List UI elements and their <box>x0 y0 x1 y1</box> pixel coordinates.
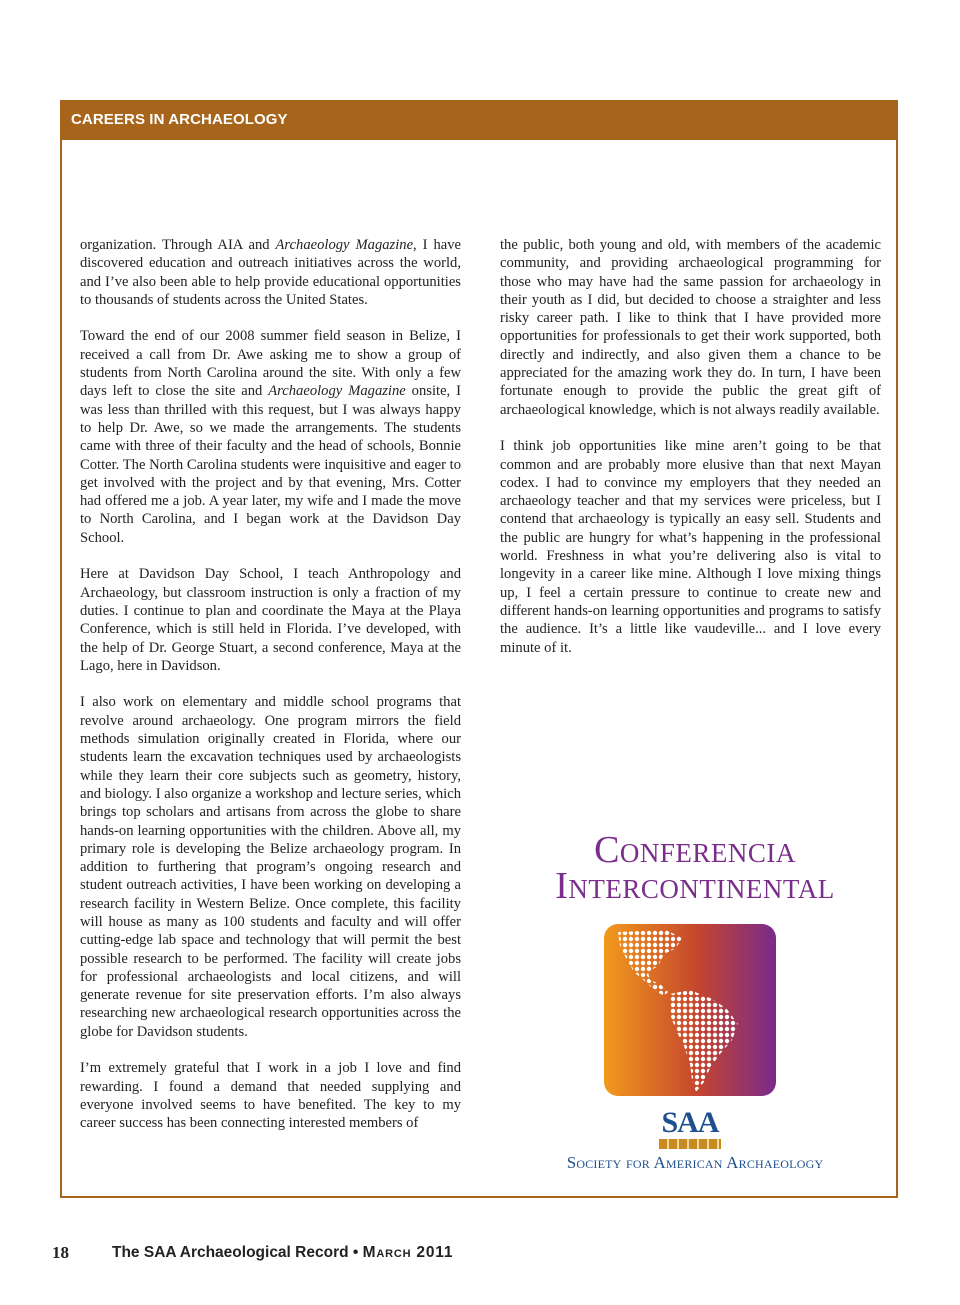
americas-map-icon <box>604 924 776 1096</box>
organization-name: Society for American Archaeology <box>566 1153 824 1172</box>
article-paragraph: organization. Through AIA and Archaeology Magazine, I have discovered education and outreach initiatives across the world, and I’ve also been able to help provide educational opportunities to thousands of students across the United States. <box>80 237 461 308</box>
conference-title: Conferencia Intercontinental <box>555 829 835 907</box>
article-paragraph: the public, both young and old, with members of the academic community, and providing archaeological programming for those who may have had the same passion for archaeology in their youth as I did, but decided to choose a straighter and less risky career path. I like to think that I have provided more opportunities for professionals to get their work supported, both directly and indirectly, and also given them a chance to be appreciated for the amazing work they do. In turn, I have been fortunate enough to provide the public the great gift of archaeological knowledge, which is not always readily available. <box>500 237 881 418</box>
article-paragraph: Toward the end of our 2008 summer field season in Belize, I received a call from Dr. Awe asking me to show a group of students from North Carolina around the site. With only a few days left to close the site and Archaeology Magazine onsite, I was less than thrilled with this request, but I was always happy to help Dr. Awe, so we made the arrangements. The students came with three of their faculty and the head of schools, Bonnie Cotter. The North Carolina students were inquisitive and eager to get involved with the project and by that evening, Mrs. Cotter had offered me a job. A year later, my wife and I made the move to North Carolina, and I began work at the Davidson Day School. <box>80 328 461 546</box>
article-paragraph: Here at Davidson Day School, I teach Anthropology and Archaeology, but classroom instruction is only a fraction of my duties. I continue to plan and coordinate the Maya at the Playa Conference, which is still held in Florida. I’ve developed, with the help of Dr. George Stuart, a second conference, Maya at the Lago, here in Davidson. <box>80 566 461 674</box>
magazine-title: Archaeology Magazine <box>275 237 414 253</box>
section-title: CAREERS IN ARCHAEOLOGY <box>71 111 288 128</box>
americas-map-graphic <box>604 924 776 1096</box>
article-paragraph: I’m extremely grateful that I work in a job I love and find rewarding. I found a demand that needed supplying and everyone involved seems to have benefited. The key to my career success has been connecting interested members of <box>80 1060 461 1132</box>
publication-footer <box>112 1244 453 1262</box>
page-number: 18 <box>52 1243 69 1262</box>
conference-advertisement[interactable] <box>510 829 880 1177</box>
issue-date: March 2011 <box>362 1244 454 1261</box>
article-right-column <box>500 236 881 675</box>
article-paragraph: I also work on elementary and middle school programs that revolve around archaeology. One program mirrors the field methods simulation originally created in Florida, where our students learn the excavation techniques used by archaeologists while they learn their core subjects such as geometry, history, and biology. I also organize a workshop and lecture series, which brings top scholars and artisans from across the globe to share hands-on learning opportunities with the children. Above all, my primary role is developing the Belize archaeology program. In addition to furthering that program’s ongoing research and student outreach activities, I have been working on developing a research facility in Western Belize. Once complete, this facility will house as many as 100 students and faculty and will offer cutting-edge lab space and technology that will permit the best possible research to be performed. The facility will create jobs for professional archaeologists and local citizens, and will generate revenue for site preservation efforts. I’m also always researching new archaeological research opportunities across the globe for Davidson students. <box>80 694 461 1040</box>
saa-logo: SAA <box>659 1108 721 1149</box>
saa-logo-band <box>659 1139 721 1149</box>
section-header-bar <box>62 102 896 140</box>
article-left-column <box>80 236 461 1151</box>
article-paragraph: I think job opportunities like mine aren’t going to be that common and are probably more elusive than that next Mayan codex. I had to convince my employers that they needed an archaeology teacher and that my services were priceless, but I contend that archaeology is typically an easy sell. Students and the public are hungry for what’s happening in the professional world. Freshness in what you’re delivering also is vital to longevity in a career like mine. Although I love mixing things up, I feel a certain pressure to continue to create new and different hands-on learning opportunities and programs to satisfy the audience. It’s a little like vaudeville... and I love every minute of it. <box>500 438 881 656</box>
magazine-title: Archaeology Magazine <box>268 383 406 400</box>
publication-title: The SAA Archaeological Record <box>112 1244 349 1261</box>
footer-separator: • <box>352 1244 359 1261</box>
